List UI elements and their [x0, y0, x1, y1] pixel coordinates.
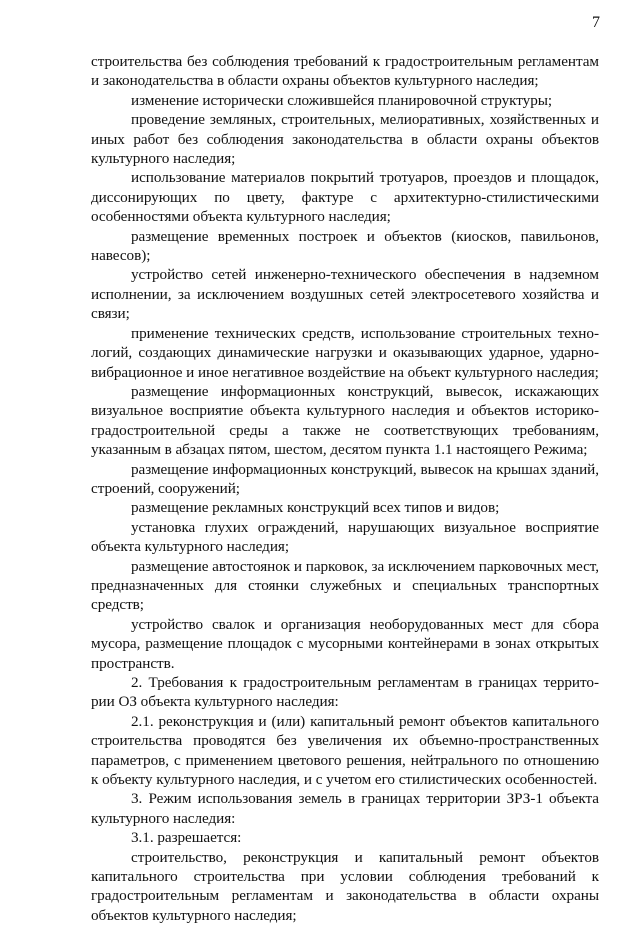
paragraph-16: 3. Режим использования земель в границах территории ЗРЗ-1 объекта культурного наследия:	[91, 790, 599, 827]
paragraph-5: размещение временных построек и объектов (киосков, павильонов, навесов);	[91, 227, 599, 265]
document-body	[91, 52, 599, 925]
paragraph-12: размещение автостоянок и парковок, за исключением парковочных мест, предназначенных для стоянки служебных и специальных транспортных средств;	[91, 557, 599, 614]
paragraph-18: строительство, реконструкция и капитальный ремонт объектов капитального строительства при условии соблюдения требований к градостроительным регламентам и законодательства в области охраны объектов культурного наследия;	[91, 848, 599, 924]
paragraph-3: проведение земляных, строительных, мелиоративных, хозяйственных и иных работ без соблюдения законодательства в области охраны объектов культурного наследия;	[91, 111, 599, 168]
paragraph-6: устройство сетей инженерно-технического обеспечения в надземном исполнении, за исключением воздушных сетей электросетевого хозяйства и связи;	[91, 266, 599, 323]
paragraph-17: 3.1. разрешается:	[131, 829, 242, 847]
paragraph-14: 2. Требования к градостроительным регламентам в границах территории ОЗ объекта культурного наследия:	[91, 674, 599, 711]
paragraph-2: изменение исторически сложившейся планировочной структуры;	[131, 91, 553, 109]
paragraph-4: использование материалов покрытий тротуаров, проездов и площадок, диссонирующих по цвету, фактуре с архитектурно-стилистическими особенностями объекта культурного наследия;	[91, 169, 599, 226]
paragraph-7: применение технических средств, использование строительных технологий, создающих динамические нагрузки и оказывающих ударное, ударно-вибрационное и иное негативное воздействие на объект культурного наследия;	[91, 324, 599, 381]
paragraph-11: установка глухих ограждений, нарушающих визуальное восприятие объекта культурного наследия;	[91, 518, 599, 556]
paragraph-1: строительства без соблюдения требований к градостроительным регламентам и законодательства в области охраны объектов культурного наследия;	[91, 53, 599, 90]
paragraph-13: устройство свалок и организация необорудованных мест для сбора мусора, размещение площадок с мусорными контейнерами в зонах открытых пространств.	[91, 615, 599, 672]
paragraph-8: размещение информационных конструкций, вывесок, искажающих визуальное восприятие объекта культурного наследия и объектов историко-градостроительной среды а также не соответствующих требованиям, указанным в абзацах пятом, шестом, десятом пункта 1.1 настоящего Режима;	[91, 382, 599, 459]
paragraph-9: размещение информационных конструкций, вывесок на крышах зданий, строений, сооружений;	[91, 460, 599, 497]
paragraph-10: размещение рекламных конструкций всех типов и видов;	[131, 499, 500, 517]
paragraph-15: 2.1. реконструкция и (или) капитальный ремонт объектов капитального строительства проводятся без увеличения их объемно-пространственных параметров, с применением цветового решения, нейтрального по отношению к объекту культурного наследия, и с учетом его стилистических особенностей.	[91, 712, 599, 789]
page-number: 7	[592, 14, 600, 31]
